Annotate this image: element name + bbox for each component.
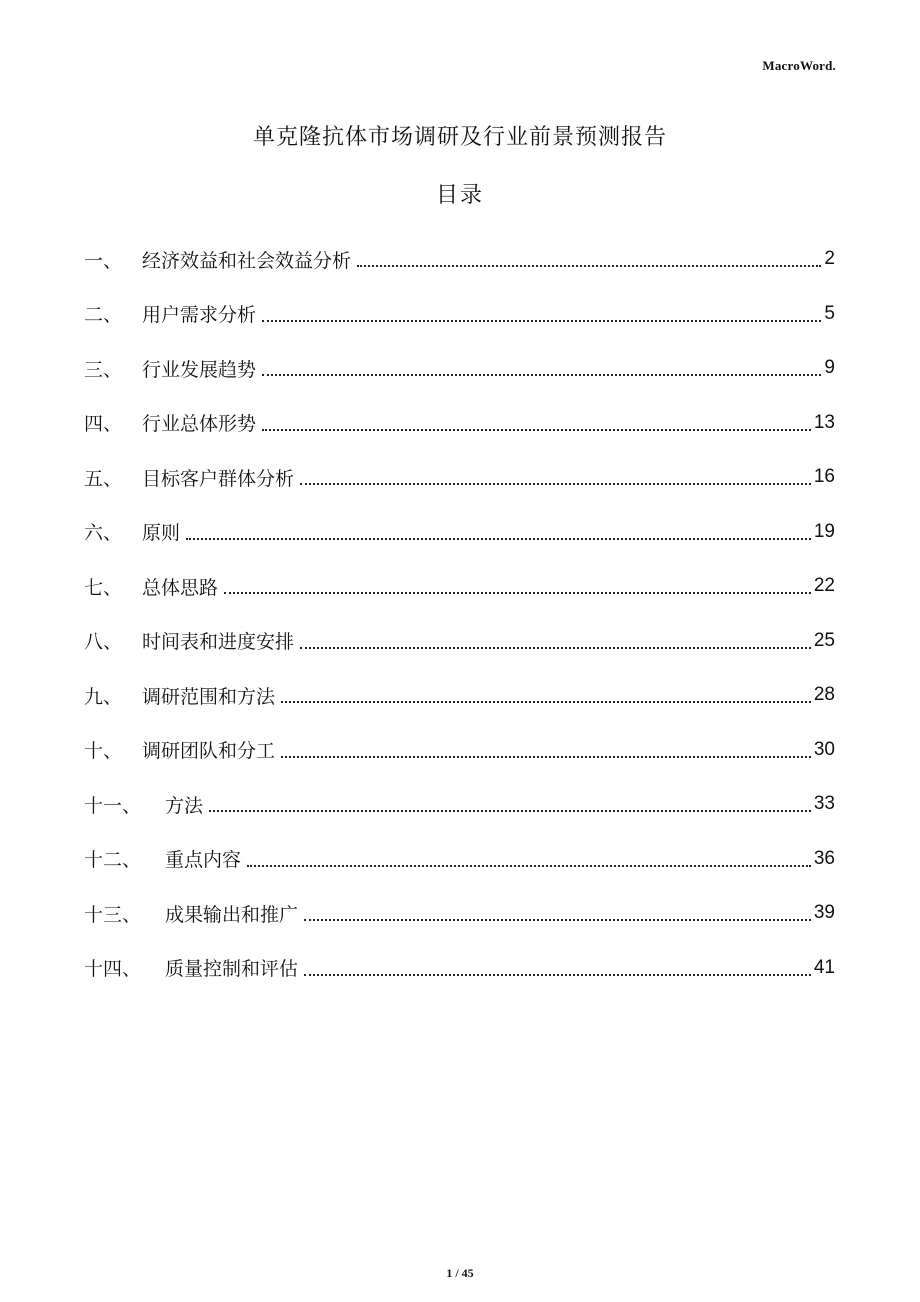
toc-entry-page: 19 xyxy=(813,520,835,542)
toc-entry[interactable] xyxy=(84,777,835,832)
toc-entry[interactable] xyxy=(84,614,835,669)
toc-entry-page: 36 xyxy=(813,847,835,869)
toc-entry-number: 六、 xyxy=(84,522,123,545)
toc-entry[interactable] xyxy=(84,559,835,614)
header-brand: MacroWord. xyxy=(762,58,836,73)
toc-entry-page: 2 xyxy=(824,248,835,270)
toc-entry-label: 成果输出和推广 xyxy=(165,903,299,926)
document-title: 单克隆抗体市场调研及行业前景预测报告 xyxy=(252,125,667,150)
toc-entry-page: 9 xyxy=(824,357,835,379)
toc-entry[interactable] xyxy=(84,396,835,451)
toc-entry[interactable] xyxy=(84,450,835,505)
toc-entry-label: 目标客户群体分析 xyxy=(142,467,295,490)
toc-dot-leader xyxy=(224,576,811,596)
toc-entry-page: 41 xyxy=(813,956,835,978)
toc-entry[interactable] xyxy=(84,341,835,396)
toc-entry-label: 行业发展趋势 xyxy=(142,358,257,381)
toc-dot-leader xyxy=(304,903,811,923)
toc-dot-leader xyxy=(262,413,811,433)
toc-entry-label: 调研团队和分工 xyxy=(142,740,276,763)
toc-entry-label: 行业总体形势 xyxy=(142,413,257,436)
toc-dot-leader xyxy=(209,794,811,814)
toc-entry[interactable] xyxy=(84,941,835,996)
table-of-contents xyxy=(84,232,835,995)
toc-entry[interactable] xyxy=(84,723,835,778)
toc-entry-number: 十、 xyxy=(84,740,123,763)
toc-entry-label: 时间表和进度安排 xyxy=(142,631,295,654)
toc-dot-leader xyxy=(262,304,821,324)
toc-entry-number: 十二、 xyxy=(84,849,142,872)
toc-entry-number: 十四、 xyxy=(84,958,142,981)
toc-entry-page: 33 xyxy=(813,793,835,815)
toc-entry-page: 28 xyxy=(813,684,835,706)
toc-dot-leader xyxy=(262,358,821,378)
toc-entry-number: 四、 xyxy=(84,413,123,436)
toc-entry[interactable] xyxy=(84,668,835,723)
toc-entry[interactable] xyxy=(84,505,835,560)
toc-entry[interactable] xyxy=(84,886,835,941)
toc-entry-number: 九、 xyxy=(84,685,123,708)
toc-entry-number: 十一、 xyxy=(84,794,142,817)
toc-dot-leader xyxy=(300,467,811,487)
toc-entry-label: 质量控制和评估 xyxy=(165,958,299,981)
toc-entry-number: 五、 xyxy=(84,467,123,490)
toc-entry-page: 22 xyxy=(813,575,835,597)
toc-dot-leader xyxy=(357,249,821,269)
toc-entry-page: 30 xyxy=(813,738,835,760)
toc-entry[interactable] xyxy=(84,287,835,342)
toc-entry-label: 方法 xyxy=(165,794,204,817)
toc-dot-leader xyxy=(281,685,811,705)
toc-dot-leader xyxy=(304,958,811,978)
toc-entry-number: 二、 xyxy=(84,304,123,327)
toc-entry-label: 经济效益和社会效益分析 xyxy=(142,249,352,272)
toc-entry-page: 5 xyxy=(824,302,835,324)
toc-entry-label: 原则 xyxy=(142,522,181,545)
toc-dot-leader xyxy=(300,631,811,651)
toc-entry-label: 总体思路 xyxy=(142,576,219,599)
toc-entry-label: 用户需求分析 xyxy=(142,304,257,327)
toc-entry-label: 调研范围和方法 xyxy=(142,685,276,708)
toc-entry-number: 一、 xyxy=(84,249,123,272)
toc-dot-leader xyxy=(281,740,811,760)
toc-entry-page: 13 xyxy=(813,411,835,433)
toc-entry-page: 16 xyxy=(813,466,835,488)
toc-entry-page: 25 xyxy=(813,629,835,651)
toc-dot-leader xyxy=(186,522,811,542)
toc-entry[interactable] xyxy=(84,832,835,887)
toc-entry-number: 七、 xyxy=(84,576,123,599)
toc-entry-number: 三、 xyxy=(84,358,123,381)
toc-dot-leader xyxy=(247,849,811,869)
toc-entry-number: 十三、 xyxy=(84,903,142,926)
toc-entry-number: 八、 xyxy=(84,631,123,654)
toc-entry[interactable] xyxy=(84,232,835,287)
page-indicator: 1 / 45 xyxy=(446,1266,474,1280)
toc-entry-label: 重点内容 xyxy=(165,849,242,872)
toc-entry-page: 39 xyxy=(813,902,835,924)
toc-heading: 目录 xyxy=(435,183,484,208)
